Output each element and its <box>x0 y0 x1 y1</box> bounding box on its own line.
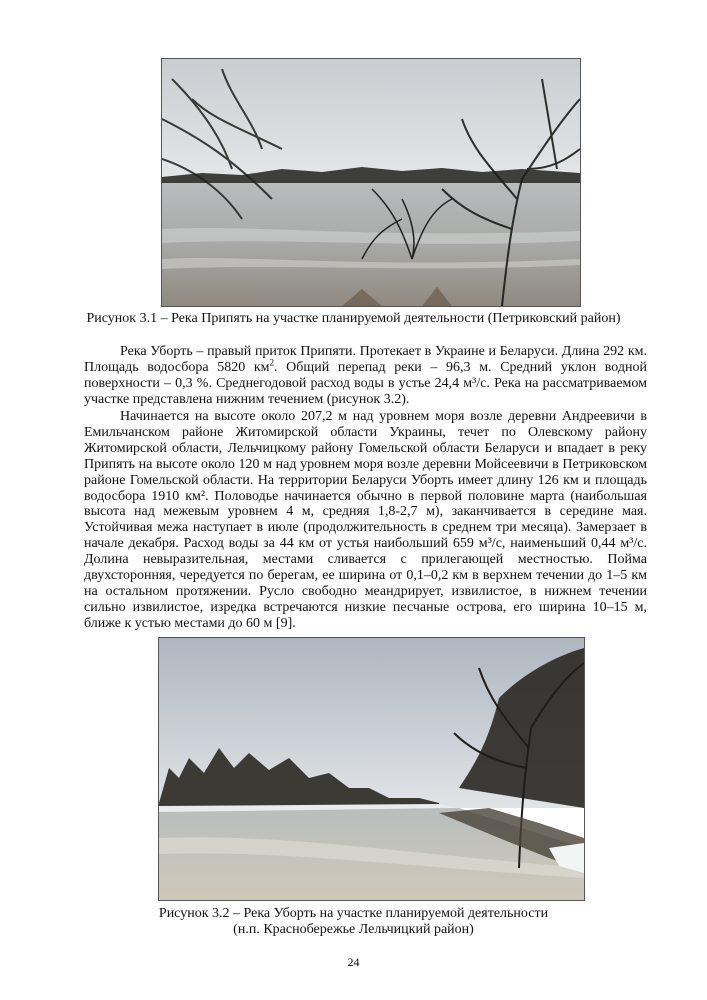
paragraph-2 <box>84 409 647 632</box>
paragraph-1-text <box>84 344 647 408</box>
superscript-2: 2 <box>269 357 275 368</box>
page-number: 24 <box>347 955 360 969</box>
figure-1-caption: Рисунок 3.1 – Река Припять на участке планируемой деятельности (Петриковский район) <box>86 311 621 326</box>
figure-2-caption <box>60 906 647 938</box>
ubort-river-image <box>159 638 584 900</box>
figure-2-caption-line1: Рисунок 3.2 – Река Уборть на участке планируемой деятельности <box>158 906 549 921</box>
paragraph-1-part2: . Общий перепад реки – 96,3 м. Средний уклон водной поверхности – 0,3 %. Среднегодовой расход воды в устье 24,4 м³/с. Река на рассматриваемом участке представлена нижним течением (рисунок 3.2). <box>84 359 647 407</box>
paragraph-2-text: Начинается на высоте около 207,2 м над уровнем моря возле деревни Андреевичи в Емильчанском районе Житомирской области Украины, течет по Олевскому району Житомирской области, Лельчицкому району Гомельской области Беларуси и впадает в реку Припять на высоте около 120 м над уровнем моря возле деревни Мойсеевичи в Петриковском районе Гомельской области. На территории Беларуси Уборть имеет длину 126 км и площадь водосбора 1910 км². Половодье начинается обычно в первой половине марта (наибольшая высота над межевым уровнем 4 м, средняя 1,8-2,7 м), заканчивается в середине мая. Устойчивая межа наступает в июле (продолжительность в среднем три месяца). Замерзает в начале декабря. Расход воды за 44 км от устья наибольший 659 м³/с, наименьший 0,44 м³/с. Долина невыразительная, местами сливается с прилегающей местностью. Пойма двухсторонняя, чередуется по берегам, ее ширина от 0,1–0,2 км в верхнем течении до 1–5 км на остальном протяжении. Русло свободно меандрирует, извилистое, в нижнем течении сильно извилистое, изредка встречаются низкие песчаные острова, его ширина 10–15 м, ближе к устью местами до 60 м [9]. <box>84 409 647 631</box>
figure-2-caption-line2: (н.п. Красноберeжье Лельчицкий район) <box>233 922 474 937</box>
figure-1-photo <box>161 58 581 307</box>
pripyat-river-image <box>162 59 580 306</box>
paragraph-1-part1: Река Уборть – правый приток Припяти. Протекает в Украине и Беларуси. Длина 292 км. Площадь водосбора 5820 км <box>84 344 647 375</box>
paragraph-1 <box>84 344 647 408</box>
figure-2-photo <box>158 637 585 901</box>
